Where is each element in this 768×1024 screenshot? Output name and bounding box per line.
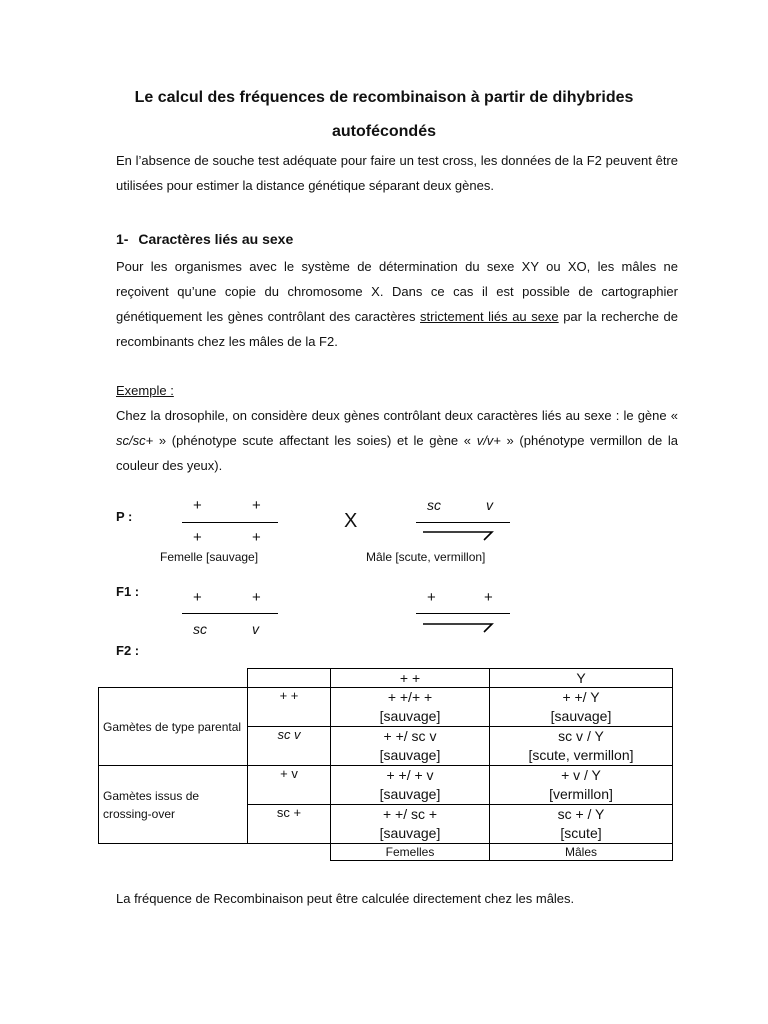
page-title-line2: autofécondés	[331, 123, 436, 140]
p-label: P :	[116, 509, 133, 524]
female-genotype: + +/ sc +	[382, 806, 438, 822]
table-row	[99, 688, 673, 727]
table-footer-row	[99, 844, 673, 861]
f2-label: F2 :	[116, 643, 140, 658]
example-text-2: » (phénotype scute affectant les soies) et le gène «	[153, 433, 477, 448]
example-label: Exemple :	[116, 383, 174, 398]
p-female-bottom-plus-2: +	[252, 529, 261, 546]
section-heading	[116, 231, 293, 247]
male-genotype: sc v / Y	[558, 728, 604, 744]
page-title-line1: Le calcul des fréquences de recombinaison à partir de dihybrides	[134, 89, 634, 106]
section-title: Caractères liés au sexe	[138, 231, 294, 247]
f2-punnett-table	[98, 668, 673, 861]
female-phenotype: [sauvage]	[379, 786, 441, 802]
female-caption: Femelle [sauvage]	[160, 550, 259, 564]
male-genotype: + +/ Y	[562, 689, 600, 705]
p-female-bottom-plus-1: +	[193, 529, 202, 546]
p-male-chromosome-line	[416, 522, 510, 523]
table-header-row	[99, 669, 673, 688]
f1-male-chromosome-line	[416, 613, 510, 614]
male-genotype: + v / Y	[561, 767, 601, 783]
conclusion-text: La fréquence de Recombinaison peut être calculée directement chez les mâles.	[116, 891, 575, 906]
male-phenotype: [scute]	[560, 825, 602, 841]
example-paragraph	[116, 403, 678, 478]
intro-paragraph	[116, 148, 678, 198]
female-cell	[331, 805, 490, 844]
gene-sc: sc/sc+	[116, 433, 154, 448]
male-phenotype: [vermillon]	[549, 786, 613, 802]
example-text-3: » (phénotype vermillon de la couleur des yeux).	[116, 433, 678, 473]
group-parental: Gamètes de type parental	[99, 688, 248, 766]
female-cell	[331, 727, 490, 766]
f1-male-y-chromosome	[420, 620, 500, 634]
female-phenotype: [sauvage]	[379, 708, 441, 724]
f1-female-gene-v: v	[252, 621, 259, 637]
female-genotype: + +/+ +	[387, 689, 433, 705]
p-male-gene-sc: sc	[427, 497, 441, 513]
table-row	[99, 766, 673, 805]
male-caption: Mâle [scute, vermillon]	[366, 550, 486, 564]
f1-female-top-plus-2: +	[252, 589, 261, 606]
header-male-gamete: Y	[490, 669, 673, 688]
male-cell	[490, 688, 673, 727]
footer-females: Femelles	[331, 844, 490, 861]
f1-label: F1 :	[116, 584, 140, 599]
female-cell	[331, 766, 490, 805]
section-number: 1-	[116, 231, 129, 247]
gamete-cell: + +	[248, 688, 331, 727]
gamete-cell: + v	[248, 766, 331, 805]
intro-text: En l’absence de souche test adéquate pour faire un test cross, les données de la F2 peuvent être utilisées pour estimer la distance génétique séparant deux gènes.	[116, 153, 678, 193]
section-paragraph	[116, 254, 678, 354]
male-cell	[490, 805, 673, 844]
male-cell	[490, 727, 673, 766]
gene-v: v/v+	[476, 433, 501, 448]
header-female-gamete: + +	[331, 669, 490, 688]
female-genotype: + +/ + v	[386, 767, 434, 783]
section-text-before: Pour les organismes avec le système de détermination du sexe XY ou XO, les mâles ne reçoivent qu’une copie du chromosome X. Dans ce cas il est possible de cartographier génétiquement les gènes contrôlant des caractères	[116, 259, 678, 324]
male-genotype: sc + / Y	[557, 806, 605, 822]
female-phenotype: [sauvage]	[379, 747, 441, 763]
p-female-chromosome-line	[182, 522, 278, 523]
female-cell	[331, 688, 490, 727]
gamete-cell: sc v	[248, 727, 331, 766]
p-male-gene-v: v	[486, 497, 493, 513]
f1-female-gene-sc: sc	[193, 621, 207, 637]
female-genotype: + +/ sc v	[383, 728, 437, 744]
p-male-y-chromosome	[420, 528, 500, 542]
f1-male-top-plus-1: +	[427, 589, 436, 606]
male-phenotype: [scute, vermillon]	[528, 747, 634, 763]
section-text-after: par la recherche de recombinants chez les mâles de la F2.	[116, 309, 678, 349]
gamete-cell: sc +	[248, 805, 331, 844]
f1-male-top-plus-2: +	[484, 589, 493, 606]
footer-males: Mâles	[490, 844, 673, 861]
female-phenotype: [sauvage]	[379, 825, 441, 841]
f1-female-chromosome-line	[182, 613, 278, 614]
group-crossover: Gamètes issus de crossing-over	[99, 766, 248, 844]
cross-symbol: X	[344, 510, 358, 532]
p-female-top-plus-1: +	[193, 497, 202, 514]
male-phenotype: [sauvage]	[550, 708, 612, 724]
underlined-term: strictement liés au sexe	[420, 309, 559, 324]
p-female-top-plus-2: +	[252, 497, 261, 514]
example-text-1: Chez la drosophile, on considère deux gènes contrôlant deux caractères liés au sexe : le gène «	[116, 408, 678, 423]
f1-female-top-plus-1: +	[193, 589, 202, 606]
male-cell	[490, 766, 673, 805]
